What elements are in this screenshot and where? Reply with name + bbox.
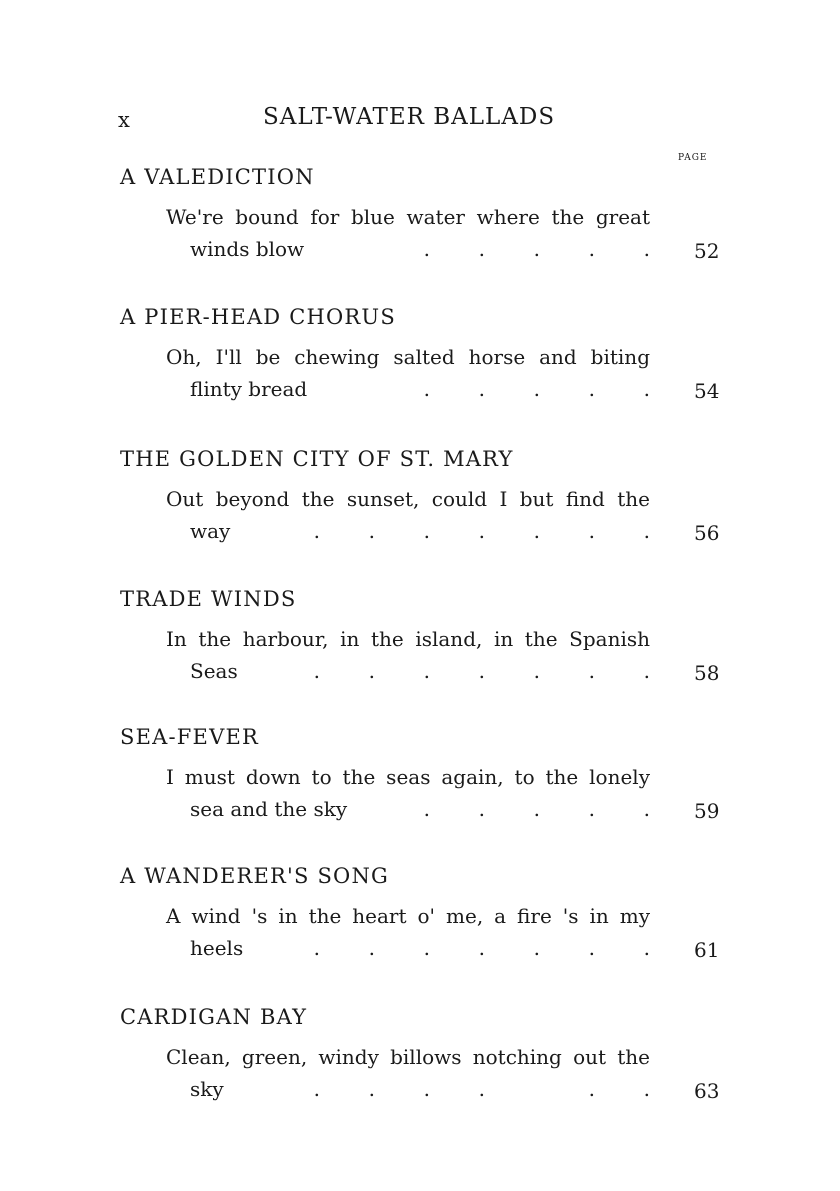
entry-title: TRADE WINDS — [120, 587, 297, 611]
entry-page-number: 56 — [694, 521, 720, 545]
page-column-label: PAGE — [678, 153, 708, 163]
dot-leaders: . . . . . — [423, 237, 650, 261]
entry-first-line-continued: way — [190, 519, 231, 543]
entry-first-line-continued: sea and the sky — [190, 797, 348, 821]
entry-first-line-continued: sky — [190, 1077, 224, 1101]
dot-leaders: . . . . . . — [313, 1077, 650, 1101]
dot-leaders: . . . . . . . — [313, 936, 650, 960]
entry-first-line: Out beyond the sunset, could I but find the — [166, 487, 650, 511]
entry-first-line: Oh, I'll be chewing salted horse and biting — [166, 345, 650, 369]
entry-title: SEA-FEVER — [120, 725, 259, 749]
dot-leaders: . . . . . . . — [313, 659, 650, 683]
entry-page-number: 54 — [694, 379, 720, 403]
entry-title: CARDIGAN BAY — [120, 1005, 308, 1029]
entry-page-number: 59 — [694, 799, 720, 823]
entry-first-line: Clean, green, windy billows notching out the — [166, 1045, 650, 1069]
entry-first-line: We're bound for blue water where the great — [166, 205, 650, 229]
toc-entry — [0, 447, 840, 567]
entry-page-number: 58 — [694, 661, 720, 685]
running-head: SALT-WATER BALLADS — [263, 104, 556, 130]
entry-first-line-continued: heels — [190, 936, 244, 960]
entry-title: THE GOLDEN CITY OF ST. MARY — [120, 447, 514, 471]
entry-first-line-continued: flinty bread — [190, 377, 308, 401]
entry-page-number: 61 — [694, 938, 720, 962]
toc-entry — [0, 725, 840, 845]
entry-first-line-continued: winds blow — [190, 237, 305, 261]
toc-entry — [0, 864, 840, 984]
dot-leaders: . . . . . — [423, 797, 650, 821]
entry-first-line: I must down to the seas again, to the lonely — [166, 765, 650, 789]
toc-entry — [0, 1005, 840, 1125]
toc-entry — [0, 587, 840, 707]
entry-page-number: 52 — [694, 239, 720, 263]
entry-first-line: A wind 's in the heart o' me, a fire 's in my — [166, 904, 650, 928]
entry-title: A VALEDICTION — [120, 165, 315, 189]
entry-title: A PIER-HEAD CHORUS — [120, 305, 396, 329]
dot-leaders: . . . . . — [423, 377, 650, 401]
dot-leaders: . . . . . . . — [313, 519, 650, 543]
entry-first-line-continued: Seas — [190, 659, 238, 683]
toc-entry — [0, 165, 840, 285]
entry-page-number: 63 — [694, 1079, 720, 1103]
entry-first-line: In the harbour, in the island, in the Spanish — [166, 627, 650, 651]
toc-entry — [0, 305, 840, 425]
entry-title: A WANDERER'S SONG — [120, 864, 390, 888]
page-number: x — [118, 108, 131, 132]
